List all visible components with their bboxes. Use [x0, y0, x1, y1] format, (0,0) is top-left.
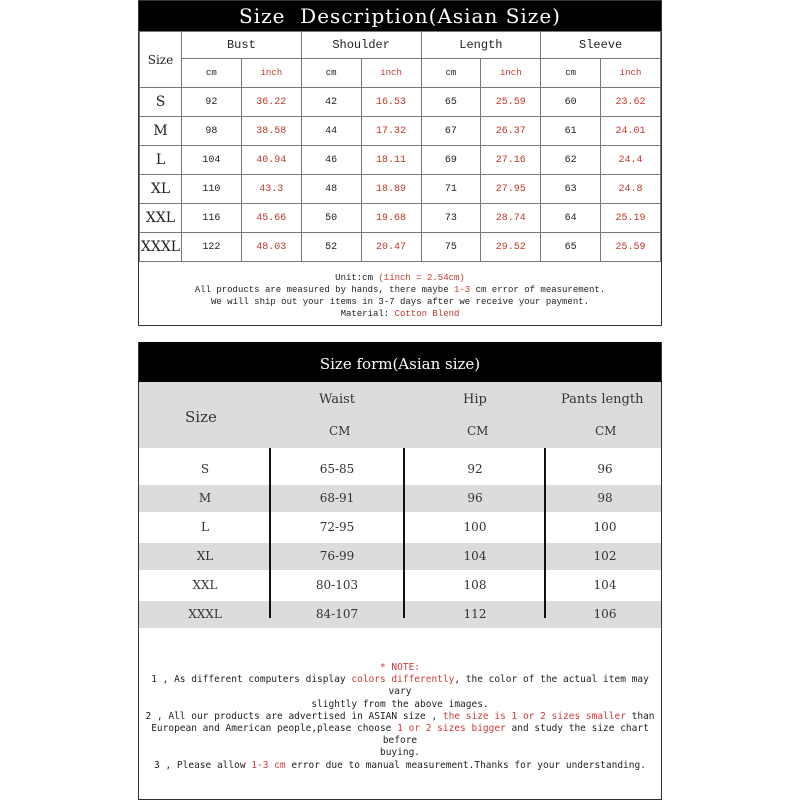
note-2-text-end: than — [625, 710, 655, 722]
inch-cell: 24.01 — [601, 117, 661, 146]
shoulder-header: Shoulder — [301, 32, 421, 59]
hip-unit: CM — [467, 424, 489, 438]
waist-cell: 72-95 — [319, 520, 355, 534]
inch-cell: 28.74 — [481, 204, 541, 233]
note-unit — [139, 272, 661, 284]
pants-length-cell: 98 — [597, 491, 613, 505]
bottom-notes — [139, 662, 661, 772]
cm-cell: 75 — [421, 233, 481, 262]
note-1-cont: slightly from the above images. — [311, 698, 489, 710]
note-2-highlight: the size is 1 or 2 sizes smaller — [442, 710, 626, 722]
note-title: * NOTE: — [379, 662, 421, 673]
cm-cell: 44 — [301, 117, 361, 146]
note-material — [139, 308, 661, 320]
note-3-text-end: error due to manual measurement.Thanks for your understanding. — [285, 759, 646, 771]
pants-length-cell: 102 — [593, 549, 617, 563]
inch-cell: 23.62 — [601, 88, 661, 117]
size-cell: XL — [196, 549, 214, 563]
size-cell: S — [200, 462, 210, 476]
hip-cell: 112 — [463, 607, 487, 621]
cm-cell: 48 — [301, 175, 361, 204]
size-cell: XXXL — [140, 233, 182, 262]
bust-header: Bust — [182, 32, 302, 59]
note-measure-text-end: cm error of measurement. — [470, 285, 606, 295]
cm-cell: 116 — [182, 204, 242, 233]
note-3-highlight: 1-3 cm — [251, 759, 286, 771]
inch-cell: 25.59 — [601, 233, 661, 262]
cm-cell: 61 — [541, 117, 601, 146]
unit-inch: inch — [481, 59, 541, 88]
size-cell: S — [140, 88, 182, 117]
size-cell: L — [201, 520, 209, 534]
column-divider — [269, 448, 271, 618]
hip-header: Hip — [463, 392, 487, 407]
column-divider — [544, 448, 546, 618]
top-notes — [139, 262, 661, 320]
inch-cell: 48.03 — [241, 233, 301, 262]
table-row — [139, 543, 661, 570]
waist-cell: 76-99 — [319, 549, 355, 563]
note-measure-error: 1-3 — [454, 285, 471, 295]
cm-cell: 73 — [421, 204, 481, 233]
table-row — [140, 117, 661, 146]
note-1-text: 1 , As different computers display — [151, 674, 352, 686]
table-row — [140, 233, 661, 262]
material-label: Material: — [340, 309, 395, 319]
cm-cell: 65 — [421, 88, 481, 117]
size-cell: XXXL — [188, 607, 222, 621]
cm-cell: 62 — [541, 146, 601, 175]
size-cell: XL — [140, 175, 182, 204]
size-header: Size — [140, 32, 182, 88]
note-2-cont-highlight: 1 or 2 sizes bigger — [397, 723, 506, 735]
unit-cm: cm — [541, 59, 601, 88]
inch-cell: 19.68 — [361, 204, 421, 233]
column-divider — [403, 448, 405, 618]
size-description-table — [138, 0, 662, 326]
pants-length-cell: 106 — [593, 607, 617, 621]
table-row — [140, 146, 661, 175]
inch-cell: 18.89 — [361, 175, 421, 204]
inch-cell: 26.37 — [481, 117, 541, 146]
table-row — [139, 601, 661, 628]
hip-cell: 100 — [463, 520, 487, 534]
note-unit-label: Unit:cm — [335, 273, 379, 283]
unit-inch: inch — [361, 59, 421, 88]
cm-cell: 122 — [182, 233, 242, 262]
bottom-table-rows — [139, 448, 661, 628]
size-cell: M — [140, 117, 182, 146]
note-3 — [139, 760, 661, 772]
top-table-title: Size Description(Asian Size) — [139, 1, 661, 31]
inch-cell: 25.19 — [601, 204, 661, 233]
waist-cell: 84-107 — [315, 607, 359, 621]
length-header: Length — [421, 32, 541, 59]
unit-cm: cm — [421, 59, 481, 88]
inch-cell: 27.16 — [481, 146, 541, 175]
hip-cell: 108 — [463, 578, 487, 592]
top-size-grid — [139, 31, 661, 262]
note-1 — [139, 674, 661, 698]
unit-cm: cm — [182, 59, 242, 88]
unit-inch: inch — [601, 59, 661, 88]
cm-cell: 104 — [182, 146, 242, 175]
waist-cell: 68-91 — [319, 491, 355, 505]
inch-cell: 43.3 — [241, 175, 301, 204]
inch-cell: 38.58 — [241, 117, 301, 146]
cm-cell: 63 — [541, 175, 601, 204]
note-2-cont-text-end: and study the size chart before — [382, 723, 649, 747]
inch-cell: 17.32 — [361, 117, 421, 146]
size-cell: L — [140, 146, 182, 175]
inch-cell: 36.22 — [241, 88, 301, 117]
table-row — [139, 485, 661, 512]
table-row — [140, 88, 661, 117]
waist-cell: 80-103 — [315, 578, 359, 592]
pants-length-header: Pants length — [561, 392, 644, 407]
pants-length-cell: 104 — [593, 578, 617, 592]
size-cell: XXL — [140, 204, 182, 233]
waist-header: Waist — [319, 392, 356, 407]
unit-cm: cm — [301, 59, 361, 88]
waist-cell: 65-85 — [319, 462, 355, 476]
cm-cell: 46 — [301, 146, 361, 175]
inch-cell: 20.47 — [361, 233, 421, 262]
inch-cell: 29.52 — [481, 233, 541, 262]
size-cell: XXL — [192, 578, 218, 592]
cm-cell: 98 — [182, 117, 242, 146]
cm-cell: 71 — [421, 175, 481, 204]
note-measure — [139, 284, 661, 296]
note-1-highlight: colors differently — [351, 674, 455, 686]
unit-inch: inch — [241, 59, 301, 88]
cm-cell: 65 — [541, 233, 601, 262]
cm-cell: 50 — [301, 204, 361, 233]
row-spacer — [139, 448, 661, 456]
pants-unit: CM — [595, 424, 617, 438]
size-cell: M — [198, 491, 212, 505]
note-measure-text: All products are measured by hands, there maybe — [194, 285, 454, 295]
cm-cell: 110 — [182, 175, 242, 204]
waist-unit: CM — [329, 424, 351, 438]
inch-cell: 24.8 — [601, 175, 661, 204]
note-2 — [139, 711, 661, 723]
hip-cell: 96 — [467, 491, 483, 505]
cm-cell: 69 — [421, 146, 481, 175]
table-row — [140, 175, 661, 204]
cm-cell: 42 — [301, 88, 361, 117]
pants-length-cell: 100 — [593, 520, 617, 534]
pants-length-cell: 96 — [597, 462, 613, 476]
table-row — [139, 572, 661, 599]
hip-cell: 104 — [463, 549, 487, 563]
table-row — [139, 456, 661, 483]
table-row — [140, 204, 661, 233]
inch-cell: 18.11 — [361, 146, 421, 175]
note-2-text: 2 , All our products are advertised in ASIAN size , — [145, 710, 443, 722]
note-2-cont — [139, 723, 661, 747]
bottom-table-title: Size form(Asian size) — [139, 342, 661, 382]
note-1-text-end: , the color of the actual item may vary — [388, 674, 649, 698]
cm-cell: 92 — [182, 88, 242, 117]
cm-cell: 67 — [421, 117, 481, 146]
sleeve-header: Sleeve — [541, 32, 661, 59]
cm-cell: 60 — [541, 88, 601, 117]
table-row — [139, 514, 661, 541]
bottom-table-header — [139, 382, 661, 448]
inch-cell: 16.53 — [361, 88, 421, 117]
note-2-end: buying. — [379, 747, 421, 759]
note-2-cont-text: European and American people,please choose — [151, 723, 398, 735]
inch-cell: 45.66 — [241, 204, 301, 233]
size-header: Size — [185, 408, 217, 426]
material-value: Cotton Blend — [394, 309, 460, 319]
note-shipping: We will ship out your items in 3-7 days after we receive your payment. — [210, 297, 590, 307]
note-3-text: 3 , Please allow — [154, 759, 252, 771]
cm-cell: 64 — [541, 204, 601, 233]
inch-cell: 24.4 — [601, 146, 661, 175]
cm-cell: 52 — [301, 233, 361, 262]
inch-cell: 40.94 — [241, 146, 301, 175]
note-unit-conversion: (1inch = 2.54cm) — [378, 273, 465, 283]
inch-cell: 25.59 — [481, 88, 541, 117]
size-form-table — [138, 342, 662, 800]
hip-cell: 92 — [467, 462, 483, 476]
inch-cell: 27.95 — [481, 175, 541, 204]
